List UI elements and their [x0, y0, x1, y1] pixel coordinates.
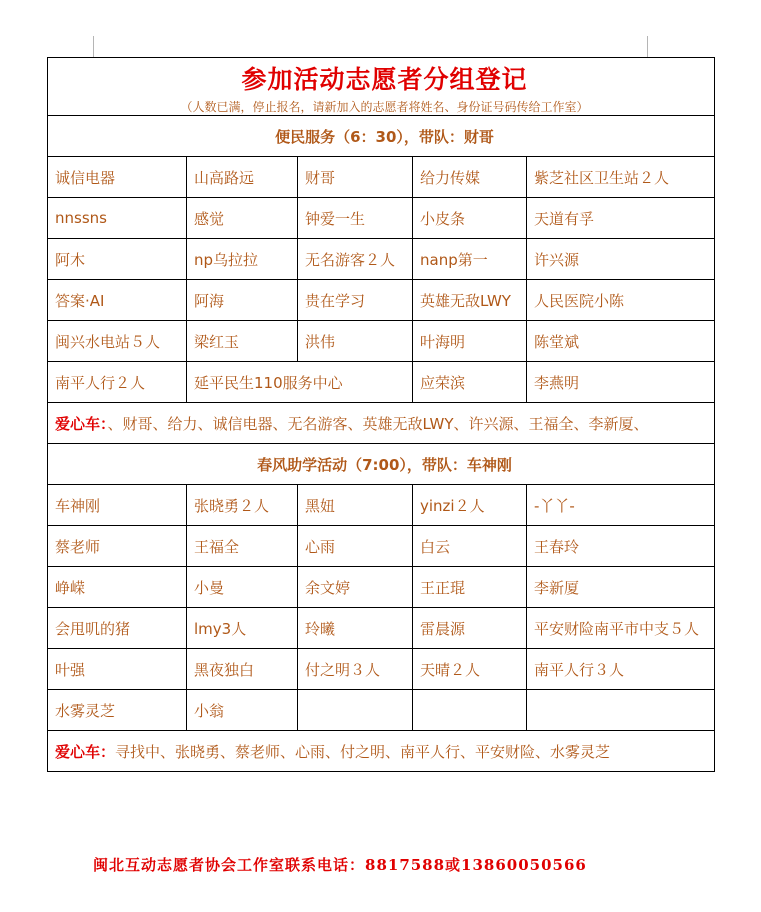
- name-cell: 洪伟: [298, 321, 413, 362]
- name-cell: 贵在学习: [298, 280, 413, 321]
- love-car-label: 爱心车：: [55, 742, 116, 761]
- name-cell: nnssns: [48, 198, 187, 239]
- name-cell: 小曼: [187, 567, 298, 608]
- name-row: [48, 608, 715, 649]
- name-row: [48, 198, 715, 239]
- name-cell: 人民医院小陈: [527, 280, 715, 321]
- name-cell: 英雄无敌LWY: [413, 280, 527, 321]
- crop-mark-right: [647, 36, 648, 57]
- love-car-list: 寻找中、张晓勇、蔡老师、心雨、付之明、南平人行、平安财险、水雾灵芝: [115, 742, 611, 761]
- love-car-label: 爱心车：: [55, 414, 108, 433]
- name-cell: 陈堂斌: [527, 321, 715, 362]
- name-cell: 峥嵘: [48, 567, 187, 608]
- name-cell: 雷晨源: [413, 608, 527, 649]
- title-cell: [48, 58, 715, 116]
- name-cell: yinzi２人: [413, 485, 527, 526]
- name-row: [48, 362, 715, 403]
- name-cell: 黑妞: [298, 485, 413, 526]
- name-cell: [527, 690, 715, 731]
- name-row: [48, 567, 715, 608]
- name-row: [48, 157, 715, 198]
- name-cell: 许兴源: [527, 239, 715, 280]
- name-cell: 天晴２人: [413, 649, 527, 690]
- love-car-row: [48, 403, 715, 444]
- name-cell: 小翁: [187, 690, 298, 731]
- name-cell: 无名游客２人: [298, 239, 413, 280]
- registration-note: （人数已满，停止报名，请新加入的志愿者将姓名、身份证号码传给工作室）: [180, 100, 589, 114]
- name-cell: nanp第一: [413, 239, 527, 280]
- name-cell: 阿木: [48, 239, 187, 280]
- name-row: [48, 321, 715, 362]
- registration-table: [47, 57, 715, 772]
- page-title: 参加活动志愿者分组登记: [241, 65, 528, 94]
- name-cell: 水雾灵芝: [48, 690, 187, 731]
- section-heading-row: [48, 116, 715, 157]
- name-cell: 李燕明: [527, 362, 715, 403]
- name-cell: 应荣滨: [413, 362, 527, 403]
- name-cell: 财哥: [298, 157, 413, 198]
- name-cell: 阿海: [187, 280, 298, 321]
- name-cell: 延平民生110服务中心: [187, 362, 413, 403]
- name-cell: 小皮条: [413, 198, 527, 239]
- name-cell: 南平人行２人: [48, 362, 187, 403]
- name-cell: 王春玲: [527, 526, 715, 567]
- name-cell: 钟爱一生: [298, 198, 413, 239]
- name-cell: 闽兴水电站５人: [48, 321, 187, 362]
- section-heading-row: [48, 444, 715, 485]
- name-row: [48, 280, 715, 321]
- name-cell: 答案·AI: [48, 280, 187, 321]
- name-row: [48, 649, 715, 690]
- name-cell: lmy3人: [187, 608, 298, 649]
- name-cell: 车神刚: [48, 485, 187, 526]
- name-cell: 山高路远: [187, 157, 298, 198]
- name-cell: 天道有孚: [527, 198, 715, 239]
- name-cell: 白云: [413, 526, 527, 567]
- name-cell: 叶强: [48, 649, 187, 690]
- name-cell: 王正琨: [413, 567, 527, 608]
- name-cell: 梁红玉: [187, 321, 298, 362]
- contact-footer: 闽北互动志愿者协会工作室联系电话：8817588或13860050566: [93, 856, 587, 874]
- love-car-spring-breeze: [48, 731, 715, 772]
- name-cell: 会甩叽的猪: [48, 608, 187, 649]
- name-cell: [298, 690, 413, 731]
- love-car-row: [48, 731, 715, 772]
- section-heading-convenience-service: 便民服务（6：30），带队：财哥: [48, 116, 715, 157]
- love-car-list: 、财哥、给力、诚信电器、无名游客、英雄无敌LWY、许兴源、王福全、李新厦、: [107, 414, 649, 433]
- name-cell: [413, 690, 527, 731]
- name-cell: 王福全: [187, 526, 298, 567]
- name-cell: 诚信电器: [48, 157, 187, 198]
- love-car-convenience-service: [48, 403, 715, 444]
- name-cell: 感觉: [187, 198, 298, 239]
- name-cell: 付之明３人: [298, 649, 413, 690]
- name-row: [48, 239, 715, 280]
- title-row: [48, 58, 715, 116]
- name-cell: 南平人行３人: [527, 649, 715, 690]
- name-row: [48, 690, 715, 731]
- crop-mark-left: [93, 36, 94, 57]
- name-row: [48, 485, 715, 526]
- section-heading-spring-breeze-study-aid: 春风助学活动（7:00），带队：车神刚: [48, 444, 715, 485]
- name-cell: 黑夜独白: [187, 649, 298, 690]
- name-cell: 叶海明: [413, 321, 527, 362]
- name-cell: 蔡老师: [48, 526, 187, 567]
- name-cell: 余文婷: [298, 567, 413, 608]
- name-cell: 平安财险南平市中支５人: [527, 608, 715, 649]
- name-cell: 紫芝社区卫生站２人: [527, 157, 715, 198]
- name-cell: np乌拉拉: [187, 239, 298, 280]
- name-cell: 玲曦: [298, 608, 413, 649]
- name-cell: 李新厦: [527, 567, 715, 608]
- name-row: [48, 526, 715, 567]
- name-cell: -丫丫-: [527, 485, 715, 526]
- name-cell: 心雨: [298, 526, 413, 567]
- name-cell: 张晓勇２人: [187, 485, 298, 526]
- name-cell: 给力传媒: [413, 157, 527, 198]
